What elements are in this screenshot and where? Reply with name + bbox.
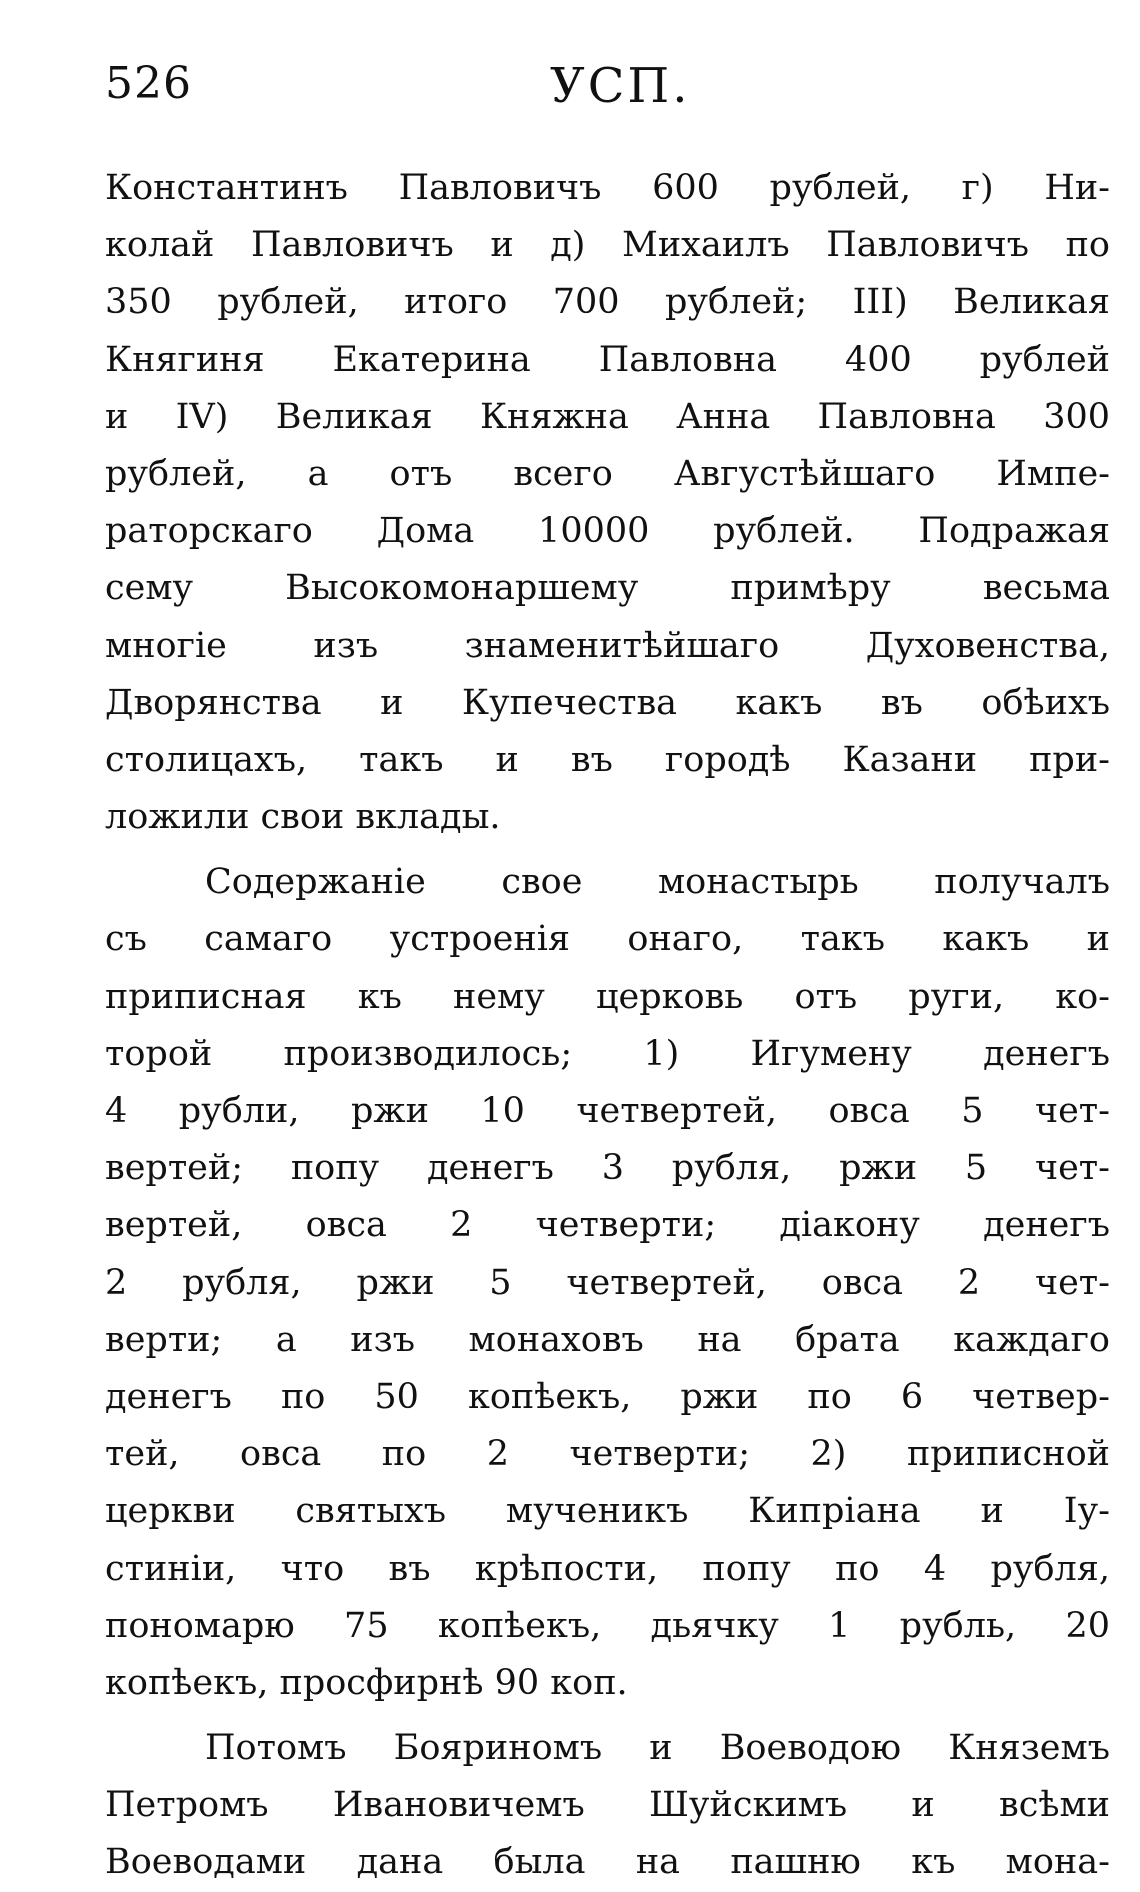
- body-text: [105, 160, 1110, 1892]
- text-line: многіе изъ знаменитѣйшаго Духовенства,: [105, 625, 1110, 666]
- text-line: торой производилось; 1) Игумену денегъ: [105, 1033, 1110, 1074]
- text-line: 4 рубли, ржи 10 четвертей, овса 5 чет-: [105, 1091, 1110, 1131]
- text-line: Дворянства и Купечества какъ въ обѣихъ: [105, 682, 1110, 723]
- running-head-title: УСП.: [550, 58, 691, 114]
- text-line: сему Высокомонаршему примѣру весьма: [105, 568, 1110, 609]
- text-line: пономарю 75 копѣекъ, дьячку 1 рубль, 20: [105, 1605, 1110, 1646]
- text-line: и IV) Великая Княжна Анна Павловна 300: [105, 396, 1110, 437]
- paragraph-2: [105, 854, 1110, 1712]
- text-line: Петромъ Ивановичемъ Шуйскимъ и всѣми: [105, 1785, 1110, 1826]
- text-line: Княгиня Екатерина Павловна 400 рублей: [105, 339, 1110, 380]
- text-line: колай Павловичъ и д) Михаилъ Павловичъ по: [105, 225, 1110, 266]
- text-line: тей, овса по 2 четверти; 2) приписной: [105, 1434, 1110, 1475]
- text-line: раторскаго Дома 10000 рублей. Подражая: [105, 511, 1110, 552]
- text-line: столицахъ, такъ и въ городѣ Казани при-: [105, 739, 1110, 780]
- paragraph-1: [105, 160, 1110, 846]
- text-line: вертей; попу денегъ 3 рубля, ржи 5 чет-: [105, 1148, 1110, 1189]
- text-line: копѣекъ, просфирнѣ 90 коп.: [105, 1662, 628, 1703]
- text-line: Содержаніе свое монастырь получалъ: [205, 862, 1110, 903]
- text-line: Воеводами дана была на пашню къ мона-: [105, 1842, 1110, 1883]
- text-line: Константинъ Павловичъ 600 рублей, г) Ни-: [105, 168, 1110, 208]
- text-line: приписная къ нему церковь отъ руги, ко-: [105, 976, 1110, 1017]
- text-line: ложили свои вклады.: [105, 797, 501, 838]
- text-line: съ самаго устроенія онаго, такъ какъ и: [105, 919, 1110, 960]
- paragraph-3: [105, 1720, 1110, 1892]
- paragraph-gap: [105, 846, 1110, 854]
- text-line: верти; а изъ монаховъ на брата каждаго: [105, 1319, 1110, 1360]
- text-line: 2 рубля, ржи 5 четвертей, овса 2 чет-: [105, 1262, 1110, 1303]
- text-line: 350 рублей, итого 700 рублей; III) Великая: [105, 282, 1110, 323]
- paragraph-gap: [105, 1712, 1110, 1720]
- text-line: церкви святыхъ мученикъ Кипріана и Iу-: [105, 1491, 1110, 1532]
- text-line: стиніи, что въ крѣпости, попу по 4 рубля,: [105, 1548, 1110, 1589]
- text-line: денегъ по 50 копѣекъ, ржи по 6 четвер-: [105, 1376, 1110, 1417]
- page-number: 526: [105, 58, 192, 109]
- text-line: вертей, овса 2 четверти; діакону денегъ: [105, 1205, 1110, 1246]
- text-line: Потомъ Бояриномъ и Воеводою Княземъ: [205, 1728, 1110, 1769]
- running-head: [105, 58, 1105, 128]
- text-line: рублей, а отъ всего Августѣйшаго Импе-: [105, 453, 1110, 494]
